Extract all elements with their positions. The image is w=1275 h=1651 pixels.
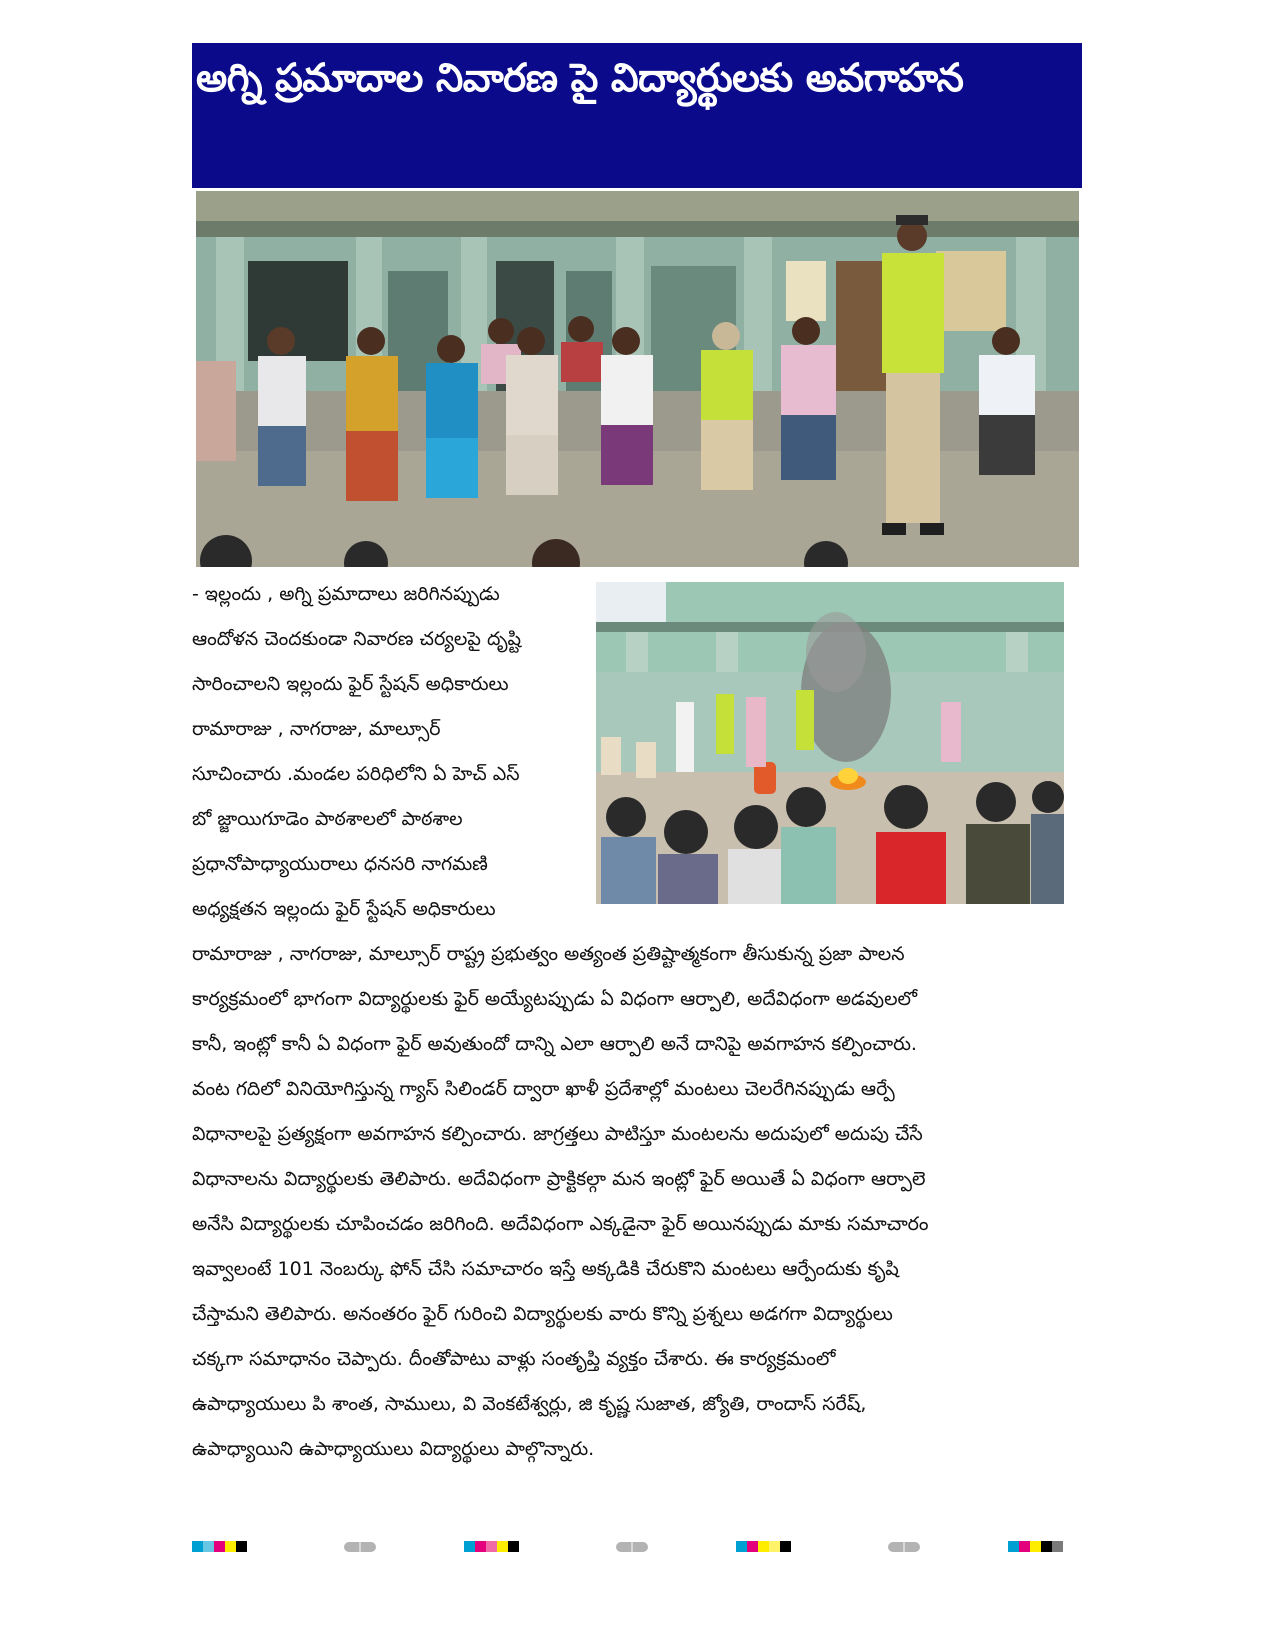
color-bar	[736, 1541, 791, 1552]
article-line: ఆందోళన చెందకుండా నివారణ చర్యలపై దృష్టి	[192, 628, 521, 650]
article-line: విధానాలపై ప్రత్యక్షంగా అవగాహన కల్పించారు. జాగ్రత్తలు పాటిస్తూ మంటలను అదుపులో అదుపు చేసే	[192, 1123, 923, 1145]
article-line: ఇవ్వాలంటే 101 నెంబర్కు ఫోన్ చేసి సమాచారం ఇస్తే అక్కడికి చేరుకొని మంటలు ఆర్పేందుకు కృషి	[192, 1258, 899, 1280]
article-line: చేస్తామని తెలిపారు. అనంతరం ఫైర్ గురించి విద్యార్థులకు వారు కొన్ని ప్రశ్నలు అడగగా విద్యార్థులు	[192, 1303, 893, 1325]
headline-banner	[192, 43, 1082, 188]
color-bar	[1008, 1541, 1063, 1552]
article-line: ఉపాధ్యాయిని ఉపాధ్యాయులు విద్యార్థులు పాల్గొన్నారు.	[192, 1438, 595, 1460]
article-line: అధ్యక్షతన ఇల్లందు ఫైర్ స్టేషన్ అధికారులు	[192, 898, 496, 920]
article-line: వంట గదిలో వినియోగిస్తున్న గ్యాస్ సిలిండర్ ద్వారా ఖాళీ ప్రదేశాల్లో మంటలు చెలరేగినప్పుడు ఆర్పే	[192, 1078, 895, 1100]
article-line: బో జ్జాయిగూడెం పాఠశాలలో పాఠశాల	[192, 808, 463, 830]
article-line: - ఇల్లందు , అగ్ని ప్రమాదాలు జరిగినప్పుడు	[192, 583, 500, 605]
registration-pill	[344, 1542, 376, 1552]
article-body	[192, 572, 1082, 1472]
article-line: కానీ, ఇంట్లో కానీ ఏ విధంగా ఫైర్ అవుతుందో దాన్ని ఎలా ఆర్పాలి అనే దానిపై అవగాహన కల్పించారు.	[192, 1033, 917, 1055]
print-registration-marks	[192, 1541, 1082, 1555]
article-line: సారించాలని ఇల్లందు ఫైర్ స్టేషన్ అధికారులు	[192, 673, 509, 695]
registration-pill	[616, 1542, 648, 1552]
article-line: విధానాలను విద్యార్థులకు తెలిపారు. అదేవిధంగా ప్రాక్టికల్గా మన ఇంట్లో ఫైర్ అయితే ఏ విధంగా ఆర్పాలె	[192, 1168, 926, 1190]
registration-pill	[888, 1542, 920, 1552]
article-line: చక్కగా సమాధానం చెప్పారు. దీంతోపాటు వాళ్లు సంతృప్తి వ్యక్తం చేశారు. ఈ కార్యక్రమంలో	[192, 1348, 836, 1370]
article-line: రామారాజు , నాగరాజు, మాల్సూర్ రాష్ట్ర ప్రభుత్వం అత్యంత ప్రతిష్టాత్మకంగా తీసుకున్న ప్రజా పాలన	[192, 943, 905, 965]
article-line: అనేసి విద్యార్థులకు చూపించడం జరిగింది. అదేవిధంగా ఎక్కడైనా ఫైర్ అయినప్పుడు మాకు సమాచారం	[192, 1213, 929, 1235]
color-bar	[192, 1541, 247, 1552]
article-line: రామారాజు , నాగరాజు, మాల్సూర్	[192, 718, 441, 740]
article-line: ఉపాధ్యాయులు పి శాంత, సాములు, వి వెంకటేశ్వర్లు, జి కృష్ణ సుజాత, జ్యోతి, రాందాస్ సరేష్,	[192, 1393, 867, 1415]
main-photo	[196, 191, 1079, 567]
color-bar	[464, 1541, 519, 1552]
article-line: కార్యక్రమంలో భాగంగా విద్యార్థులకు ఫైర్ అయ్యేటప్పుడు ఏ విధంగా ఆర్పాలి, అదేవిధంగా అడవులలో	[192, 988, 918, 1010]
main-photo-illustration	[196, 191, 1079, 567]
headline-title: అగ్ని ప్రమాదాల నివారణ పై విద్యార్థులకు అవగాహన	[196, 56, 964, 101]
article-line: ప్రధానోపాధ్యాయురాలు ధనసరి నాగమణి	[192, 853, 488, 875]
article-line: సూచించారు .మండల పరిధిలోని ఏ హెచ్ ఎస్	[192, 763, 520, 785]
